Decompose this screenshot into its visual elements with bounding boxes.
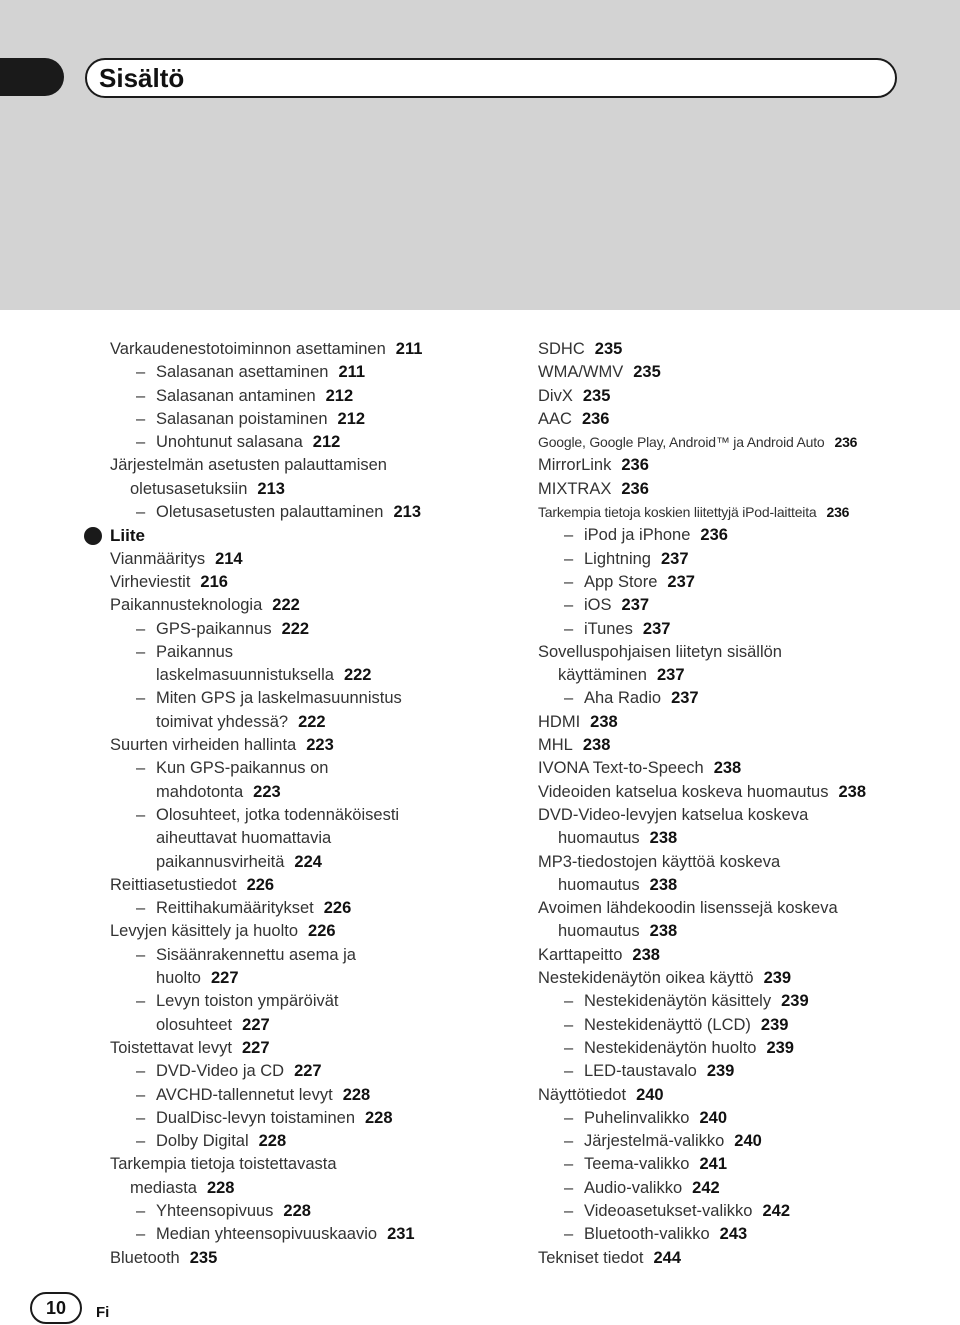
toc-entry-label: Unohtunut salasana (156, 433, 303, 452)
toc-entry-label: Audio-valikko (584, 1178, 683, 1197)
toc-entry[interactable] (538, 1223, 938, 1246)
toc-entry-label: Paikannusteknologia (110, 596, 263, 615)
toc-page-number: 242 (762, 1201, 790, 1220)
toc-entry[interactable] (538, 944, 938, 967)
dash-bullet-icon: – (136, 642, 146, 661)
toc-page-number: 235 (594, 340, 623, 358)
section-heading-label: Liite (110, 526, 145, 546)
toc-entry-label: Videoasetukset-valikko (584, 1201, 753, 1220)
toc-page-number: 237 (656, 666, 685, 685)
toc-page-number: 213 (393, 503, 422, 522)
toc-entry-label: Aha Radio (584, 689, 662, 708)
toc-entry-label: Levyjen käsittely ja huolto (110, 922, 299, 941)
toc-entry[interactable] (110, 1153, 470, 1176)
toc-entry[interactable] (538, 851, 938, 874)
toc-page-number: 228 (365, 1108, 393, 1127)
dash-bullet-icon: – (564, 596, 574, 615)
toc-page-number: 228 (258, 1132, 287, 1151)
toc-page-number: 223 (253, 782, 281, 801)
toc-page-number: 236 (834, 434, 858, 451)
toc-page-number: 236 (621, 456, 649, 475)
toc-entry-label: Järjestelmän asetusten palauttamisen (110, 456, 387, 475)
toc-entry-label: käyttäminen (558, 666, 647, 685)
toc-entry-label: MIXTRAX (538, 479, 612, 498)
toc-entry[interactable] (110, 1200, 470, 1223)
toc-entry[interactable] (110, 408, 470, 431)
toc-page-number: 243 (719, 1225, 748, 1244)
toc-page-number: 227 (241, 1038, 270, 1057)
toc-entry[interactable] (110, 431, 470, 454)
toc-entry-label: IVONA Text-to-Speech (538, 759, 704, 778)
toc-entry-label: AAC (538, 409, 572, 428)
dash-bullet-icon: – (136, 409, 146, 428)
toc-entry[interactable] (538, 1200, 938, 1223)
toc-entry[interactable] (110, 1014, 470, 1037)
dash-bullet-icon: – (136, 1201, 146, 1220)
toc-entry-label: Kun GPS-paikannus on (156, 759, 329, 778)
dash-bullet-icon: – (136, 1225, 146, 1244)
toc-entry-label: Tarkempia tietoja toistettavasta (110, 1155, 337, 1174)
toc-entry[interactable] (538, 1107, 938, 1130)
dash-bullet-icon: – (564, 1132, 574, 1151)
toc-entry[interactable] (538, 454, 938, 477)
toc-entry-label: Sisäänrakennettu asema ja (156, 945, 356, 964)
toc-entry-label: Lightning (584, 549, 651, 568)
toc-entry-label: toimivat yhdessä? (156, 712, 289, 731)
toc-entry[interactable] (110, 1177, 470, 1200)
toc-page-number: 222 (343, 666, 372, 685)
toc-entry-label: Nestekidenäytön huolto (584, 1038, 757, 1057)
toc-entry[interactable] (538, 990, 938, 1013)
dash-bullet-icon: – (564, 1225, 574, 1244)
toc-entry-label: App Store (584, 572, 658, 591)
toc-page-number: 238 (649, 829, 678, 848)
toc-entry[interactable] (538, 781, 938, 804)
toc-entry-label: Toistettavat levyt (110, 1038, 232, 1057)
toc-entry[interactable] (110, 851, 470, 874)
toc-left-column (110, 338, 470, 1270)
toc-entry[interactable] (538, 1060, 938, 1083)
toc-entry-label: paikannusvirheitä (156, 852, 285, 871)
dash-bullet-icon: – (564, 619, 574, 638)
toc-entry[interactable] (110, 454, 470, 477)
toc-entry-label: DualDisc-levyn toistaminen (156, 1108, 355, 1127)
toc-entry[interactable] (110, 990, 470, 1013)
toc-page-number: 238 (632, 945, 660, 964)
toc-entry[interactable] (110, 897, 470, 920)
dash-bullet-icon: – (136, 1085, 146, 1104)
toc-entry[interactable] (538, 361, 938, 384)
toc-entry[interactable] (538, 431, 938, 454)
toc-entry[interactable] (110, 944, 470, 967)
dash-bullet-icon: – (136, 433, 146, 452)
toc-page-number: 244 (653, 1248, 682, 1267)
dash-bullet-icon: – (564, 1201, 574, 1220)
toc-entry-label: iPod ja iPhone (584, 526, 691, 545)
toc-entry[interactable] (538, 1130, 938, 1153)
dash-bullet-icon: – (564, 1155, 574, 1174)
toc-page-number: 236 (621, 479, 649, 498)
toc-entry[interactable] (538, 571, 938, 594)
toc-entry-label: Virheviestit (110, 572, 191, 591)
toc-page-number: 223 (306, 736, 334, 755)
toc-entry[interactable] (110, 781, 470, 804)
toc-entry-label: Oletusasetusten palauttaminen (156, 503, 384, 522)
toc-entry[interactable] (110, 1060, 470, 1083)
toc-page-number: 227 (242, 1015, 270, 1034)
toc-entry-label: Näyttötiedot (538, 1085, 627, 1104)
toc-entry[interactable] (110, 664, 470, 687)
toc-entry[interactable] (110, 641, 470, 664)
dash-bullet-icon: – (136, 759, 146, 778)
header-gray-band (0, 0, 960, 310)
toc-entry[interactable] (110, 687, 470, 710)
toc-entry[interactable] (538, 548, 938, 571)
toc-page-number: 237 (660, 549, 689, 568)
toc-entry-label: Bluetooth-valikko (584, 1225, 710, 1244)
title-banner (85, 58, 897, 98)
toc-entry-label: Salasanan poistaminen (156, 409, 328, 428)
toc-entry-label: Bluetooth (110, 1248, 180, 1267)
toc-page-number: 237 (671, 689, 699, 708)
toc-entry-label: Karttapeitto (538, 945, 623, 964)
toc-entry-label: Nestekidenäyttö (LCD) (584, 1015, 751, 1034)
toc-page-number: 236 (700, 526, 728, 545)
toc-entry[interactable] (110, 827, 470, 850)
toc-page-number: 238 (649, 875, 678, 894)
page-number: 10 (30, 1292, 82, 1324)
toc-entry-label: laskelmasuunnistuksella (156, 666, 334, 685)
toc-entry-label: Videoiden katselua koskeva huomautus (538, 782, 829, 801)
toc-entry-label: iTunes (584, 619, 633, 638)
toc-entry[interactable] (110, 548, 470, 571)
dash-bullet-icon: – (136, 386, 146, 405)
toc-entry-label: HDMI (538, 712, 581, 731)
toc-entry[interactable] (110, 1223, 470, 1246)
toc-page-number: 224 (294, 852, 322, 871)
page-title: Sisältö (99, 63, 185, 93)
toc-page-number: 212 (312, 433, 341, 452)
toc-entry[interactable] (538, 1037, 938, 1060)
toc-page-number: 237 (667, 572, 695, 591)
toc-page-number: 238 (713, 759, 742, 778)
toc-right-column (538, 338, 938, 1270)
toc-entry[interactable] (538, 408, 938, 431)
toc-page-number: 238 (582, 736, 611, 755)
toc-page-number: 227 (294, 1062, 322, 1081)
toc-page-number: 227 (210, 969, 239, 988)
dash-bullet-icon: – (564, 1108, 574, 1127)
toc-entry[interactable] (110, 1107, 470, 1130)
toc-entry-label: Teema-valikko (584, 1155, 690, 1174)
toc-entry[interactable] (538, 478, 938, 501)
toc-page-number: 228 (283, 1201, 311, 1220)
dash-bullet-icon: – (564, 549, 574, 568)
toc-entry[interactable] (538, 967, 938, 990)
toc-page-number: 228 (206, 1178, 235, 1197)
toc-page-number: 235 (189, 1248, 218, 1267)
toc-entry-label: SDHC (538, 340, 585, 358)
toc-entry[interactable] (538, 524, 938, 547)
toc-entry[interactable] (110, 734, 470, 757)
toc-entry[interactable] (538, 641, 938, 664)
toc-page-number: 236 (826, 504, 850, 521)
dash-bullet-icon: – (136, 363, 146, 382)
toc-entry-label: huomautus (558, 875, 640, 894)
toc-entry-label: Levyn toiston ympäröivät (156, 992, 339, 1011)
toc-page-number: 240 (699, 1108, 728, 1127)
toc-entry-label: oletusasetuksiin (130, 479, 248, 498)
toc-page-number: 238 (838, 782, 867, 801)
dash-bullet-icon: – (564, 689, 574, 708)
dash-bullet-icon: – (136, 689, 146, 708)
toc-entry[interactable] (538, 385, 938, 408)
toc-page-number: 240 (636, 1085, 664, 1104)
toc-entry-label: Varkaudenestotoiminnon asettaminen (110, 340, 386, 358)
toc-entry-label: Median yhteensopivuuskaavio (156, 1225, 378, 1244)
toc-entry-label: huomautus (558, 922, 640, 941)
toc-entry[interactable] (538, 1014, 938, 1037)
dash-bullet-icon: – (564, 572, 574, 591)
dash-bullet-icon: – (564, 526, 574, 545)
toc-entry[interactable] (538, 1247, 938, 1270)
toc-entry-label: Salasanan asettaminen (156, 363, 329, 382)
title-tab-marker (0, 58, 64, 96)
toc-entry-label: Tarkempia tietoja koskien liitettyjä iPod-laitteita (538, 504, 817, 521)
toc-entry[interactable] (110, 594, 470, 617)
toc-entry-label: Yhteensopivuus (156, 1201, 274, 1220)
toc-page-number: 237 (621, 596, 650, 615)
toc-entry[interactable] (110, 757, 470, 780)
toc-entry[interactable] (110, 804, 470, 827)
toc-entry[interactable] (110, 1247, 470, 1270)
toc-entry[interactable] (110, 1130, 470, 1153)
toc-entry-label: AVCHD-tallennetut levyt (156, 1085, 333, 1104)
toc-entry-label: Järjestelmä-valikko (584, 1132, 725, 1151)
section-heading (110, 524, 470, 547)
toc-page-number: 239 (706, 1062, 735, 1081)
toc-entry[interactable] (538, 1084, 938, 1107)
toc-entry-label: aiheuttavat huomattavia (156, 829, 332, 848)
toc-entry-label: Sovelluspohjaisen liitetyn sisällön (538, 642, 782, 661)
toc-entry[interactable] (538, 711, 938, 734)
toc-entry-label: Olosuhteet, jotka todennäköisesti (156, 805, 400, 824)
toc-entry-label: huomautus (558, 829, 640, 848)
dash-bullet-icon: – (564, 1178, 574, 1197)
toc-page-number: 226 (246, 875, 275, 894)
toc-entry-label: Suurten virheiden hallinta (110, 736, 297, 755)
toc-entry[interactable] (538, 1153, 938, 1176)
toc-entry[interactable] (538, 920, 938, 943)
dash-bullet-icon: – (136, 899, 146, 918)
toc-entry[interactable] (538, 1177, 938, 1200)
toc-page-number: 236 (581, 409, 610, 428)
toc-entry-label: Nestekidenäytön oikea käyttö (538, 969, 754, 988)
dash-bullet-icon: – (564, 1038, 574, 1057)
toc-entry[interactable] (538, 874, 938, 897)
toc-entry[interactable] (538, 687, 938, 710)
toc-entry[interactable] (110, 338, 470, 361)
dash-bullet-icon: – (564, 1015, 574, 1034)
toc-entry-label: LED-taustavalo (584, 1062, 697, 1081)
toc-page-number: 222 (298, 712, 326, 731)
toc-entry-label: GPS-paikannus (156, 619, 272, 638)
toc-entry[interactable] (110, 967, 470, 990)
toc-entry-label: Dolby Digital (156, 1132, 249, 1151)
toc-entry[interactable] (538, 618, 938, 641)
toc-entry-label: huolto (156, 969, 201, 988)
toc-entry-label: Tekniset tiedot (538, 1248, 644, 1267)
toc-entry[interactable] (538, 757, 938, 780)
toc-entry-label: mahdotonta (156, 782, 244, 801)
toc-entry[interactable] (110, 618, 470, 641)
toc-entry-label: Miten GPS ja laskelmasuunnistus (156, 689, 402, 708)
toc-entry-label: DivX (538, 386, 573, 405)
toc-page-number: 241 (699, 1155, 727, 1174)
toc-page-number: 222 (281, 619, 310, 638)
toc-entry[interactable] (110, 1084, 470, 1107)
dash-bullet-icon: – (136, 503, 146, 522)
toc-entry[interactable] (110, 478, 470, 501)
toc-entry[interactable] (538, 338, 938, 361)
toc-entry-label: MirrorLink (538, 456, 612, 475)
toc-entry-label: Nestekidenäytön käsittely (584, 992, 772, 1011)
toc-entry-label: DVD-Video-levyjen katselua koskeva (538, 805, 809, 824)
toc-page-number: 213 (257, 479, 285, 498)
toc-entry-label: DVD-Video ja CD (156, 1062, 285, 1081)
toc-page-number: 226 (308, 922, 336, 941)
toc-entry[interactable] (110, 501, 470, 524)
toc-entry-label: Vianmääritys (110, 549, 206, 568)
dash-bullet-icon: – (136, 1062, 146, 1081)
toc-entry[interactable] (538, 804, 938, 827)
toc-page-number: 235 (582, 386, 611, 405)
section-bullet-icon (84, 527, 102, 545)
toc-entry[interactable] (110, 385, 470, 408)
toc-page-number: 211 (338, 363, 366, 382)
toc-entry-label: Paikannus (156, 642, 234, 661)
language-code: Fi (96, 1304, 110, 1321)
toc-entry[interactable] (538, 897, 938, 920)
toc-entry-label: olosuhteet (156, 1015, 233, 1034)
dash-bullet-icon: – (136, 992, 146, 1011)
toc-entry[interactable] (538, 594, 938, 617)
toc-entry[interactable] (110, 571, 470, 594)
toc-page-number: 238 (649, 922, 678, 941)
toc-entry-label: iOS (584, 596, 612, 615)
toc-entry-label: WMA/WMV (538, 363, 624, 382)
toc-page-number: 240 (734, 1132, 762, 1151)
dash-bullet-icon: – (136, 1108, 146, 1127)
toc-page-number: 237 (642, 619, 671, 638)
toc-entry-label: Google, Google Play, Android™ ja Android Auto (538, 434, 825, 451)
toc-page-number: 212 (325, 386, 354, 405)
dash-bullet-icon: – (136, 805, 146, 824)
toc-page-number: 239 (766, 1038, 794, 1057)
toc-entry[interactable] (110, 711, 470, 734)
toc-entry-label: Salasanan antaminen (156, 386, 316, 405)
toc-page-number: 239 (760, 1015, 789, 1034)
toc-page-number: 235 (633, 363, 661, 382)
toc-entry[interactable] (110, 874, 470, 897)
toc-page-number: 226 (323, 899, 352, 918)
dash-bullet-icon: – (136, 945, 146, 964)
toc-entry[interactable] (538, 664, 938, 687)
toc-page-number: 211 (395, 340, 423, 358)
toc-entry[interactable] (538, 827, 938, 850)
toc-page-number: 228 (342, 1085, 371, 1104)
toc-entry[interactable] (538, 734, 938, 757)
toc-page-number: 239 (781, 992, 809, 1011)
toc-entry[interactable] (110, 1037, 470, 1060)
toc-entry-label: MHL (538, 736, 573, 755)
toc-page-number: 239 (763, 969, 792, 988)
toc-entry[interactable] (538, 501, 938, 524)
dash-bullet-icon: – (136, 1132, 146, 1151)
toc-page-number: 216 (200, 572, 228, 591)
toc-entry-label: Avoimen lähdekoodin lisenssejä koskeva (538, 899, 838, 918)
dash-bullet-icon: – (136, 619, 146, 638)
toc-page-number: 242 (692, 1178, 720, 1197)
toc-entry-label: mediasta (130, 1178, 197, 1197)
toc-page-number: 238 (590, 712, 618, 731)
toc-entry-label: Puhelinvalikko (584, 1108, 690, 1127)
toc-entry[interactable] (110, 920, 470, 943)
toc-entry-label: MP3-tiedostojen käyttöä koskeva (538, 852, 781, 871)
toc-entry-label: Reittiasetustiedot (110, 875, 237, 894)
toc-entry-label: Reittihakumääritykset (156, 899, 314, 918)
toc-page-number: 212 (337, 409, 366, 428)
dash-bullet-icon: – (564, 992, 574, 1011)
toc-page-number: 222 (272, 596, 300, 615)
dash-bullet-icon: – (564, 1062, 574, 1081)
toc-page-number: 231 (387, 1225, 415, 1244)
toc-page-number: 214 (215, 549, 243, 568)
toc-entry[interactable] (110, 361, 470, 384)
